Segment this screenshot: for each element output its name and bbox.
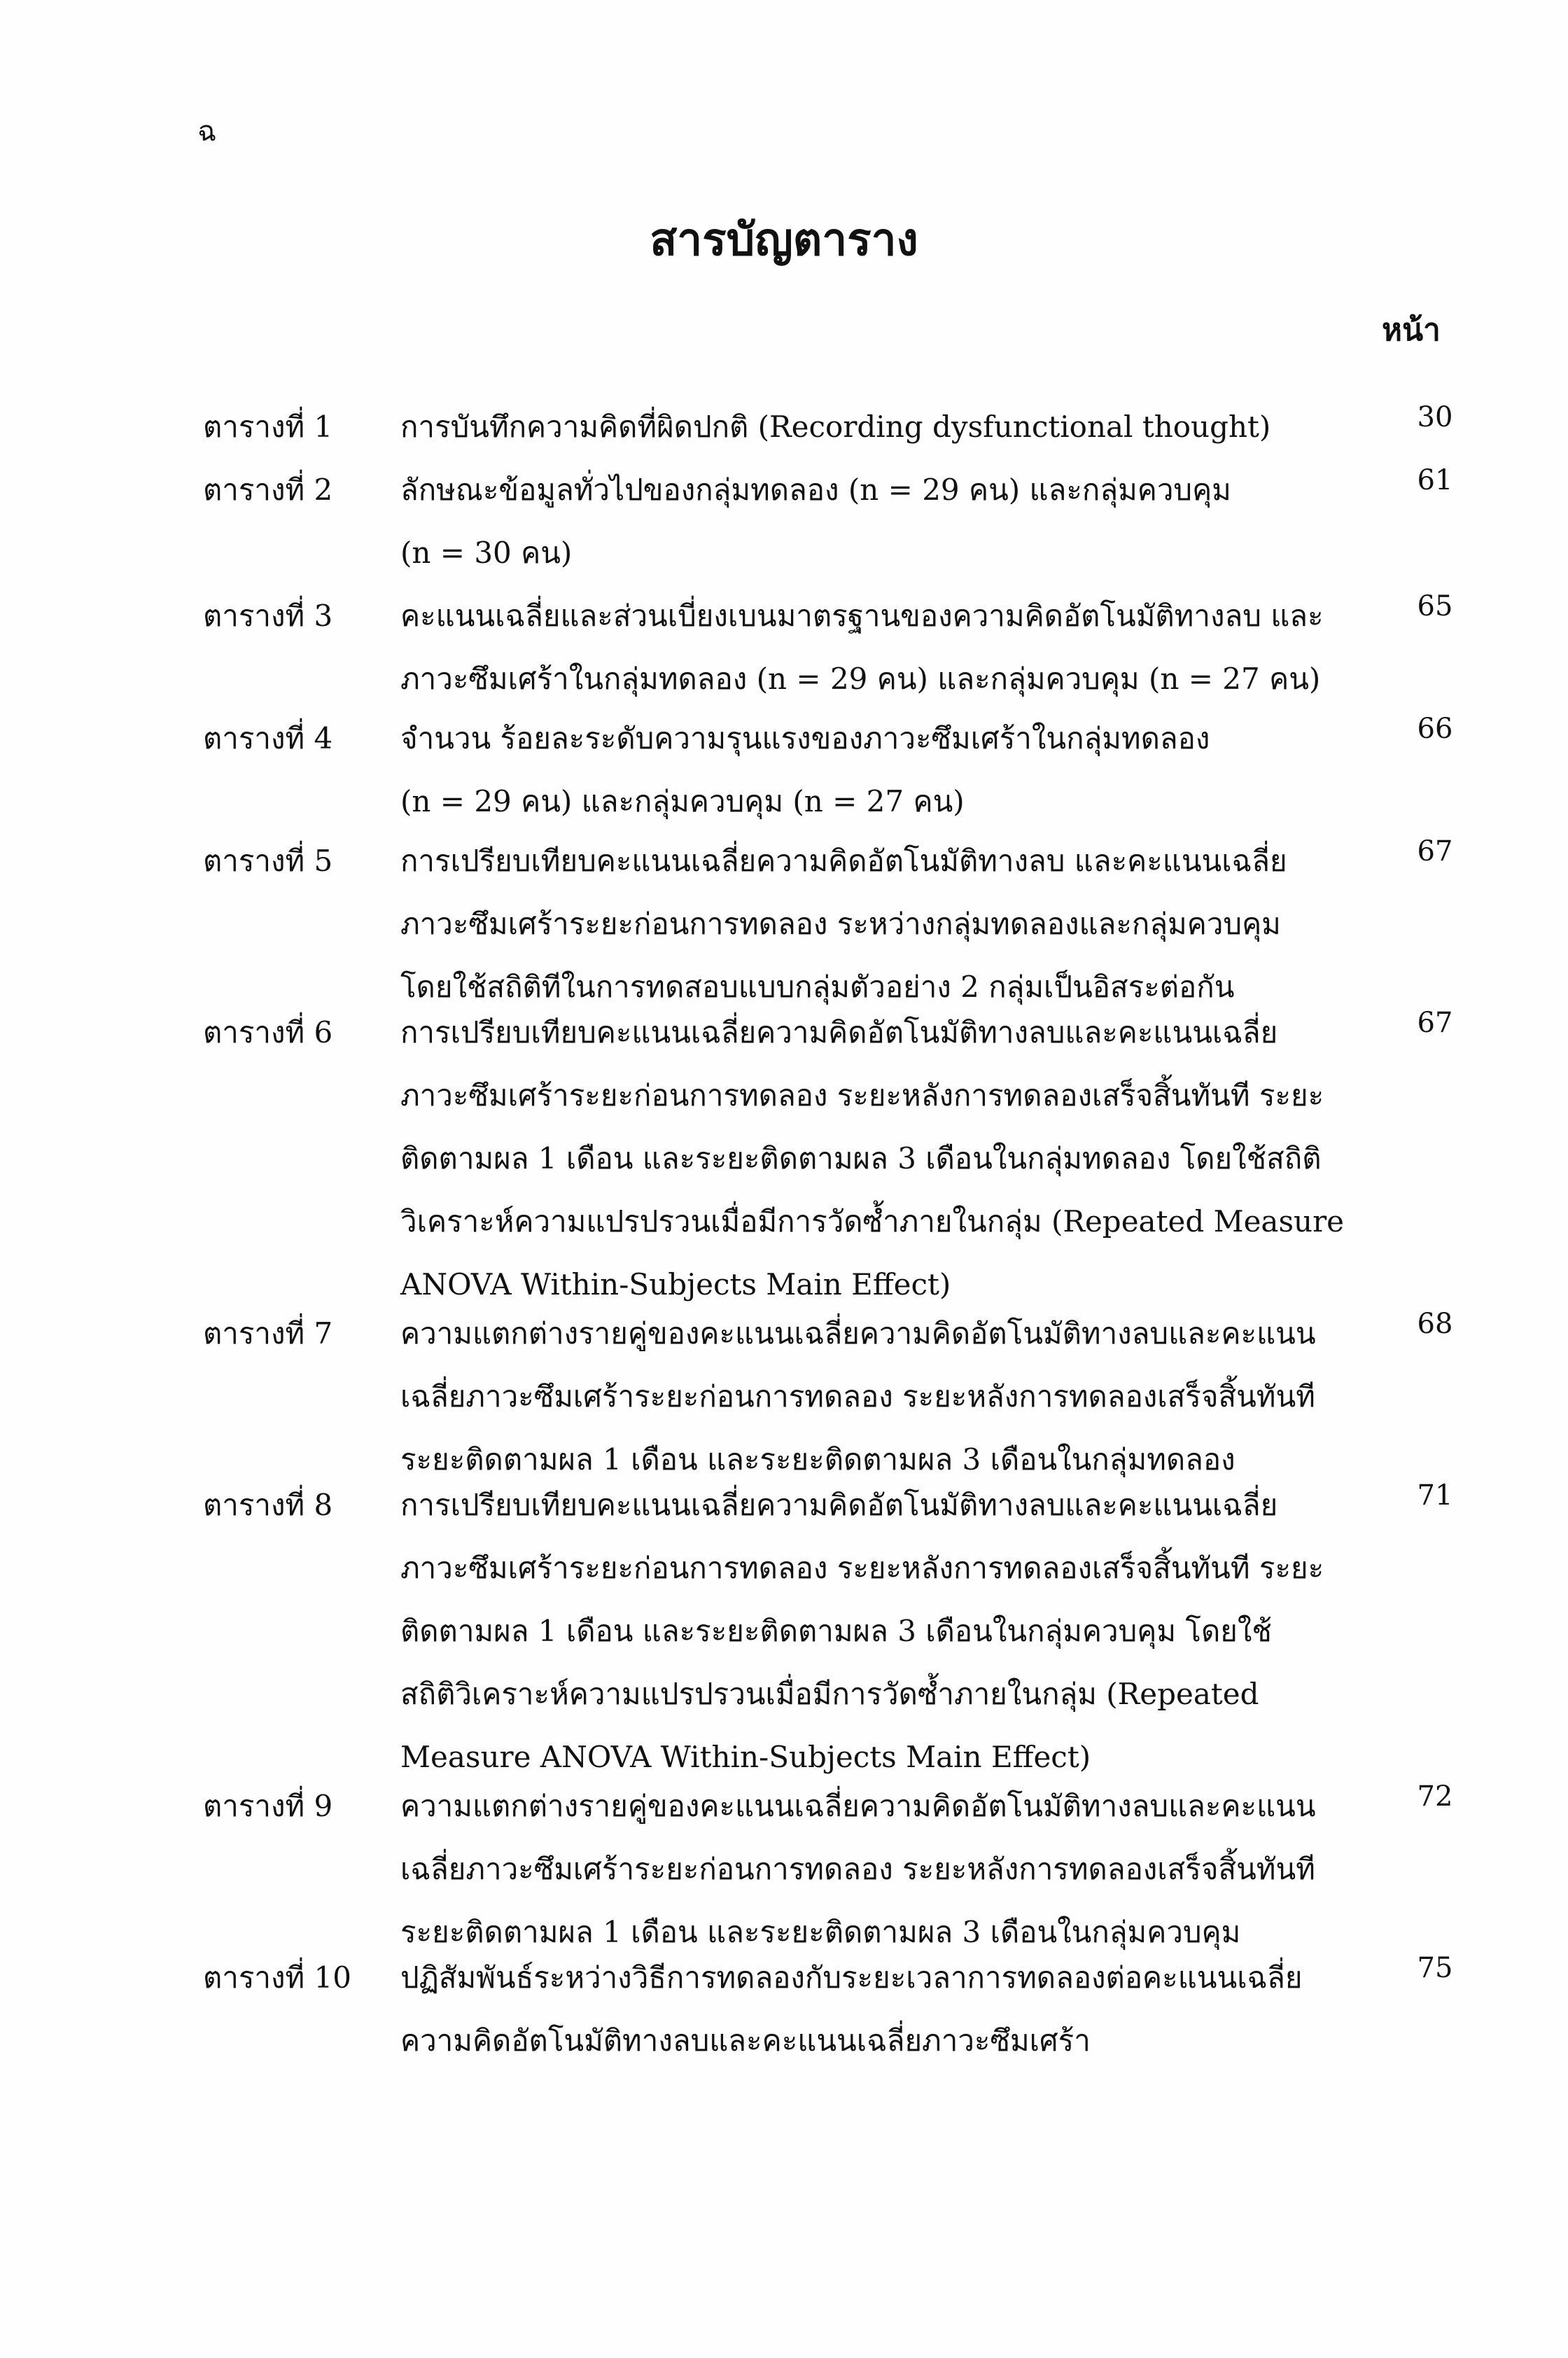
entry-label: ตารางที่ 7 (203, 1316, 333, 1351)
entry-page-number: 71 (1417, 1479, 1453, 1512)
entry-page-number: 75 (1417, 1952, 1453, 1984)
entry-description (400, 459, 1422, 585)
entry-line: คะแนนเฉลี่ยและส่วนเบี่ยงเบนมาตรฐานของความคิดอัตโนมัติทางลบ และ (400, 599, 1324, 633)
entry-page-number: 61 (1417, 464, 1453, 496)
entry-label: ตารางที่ 6 (203, 1015, 333, 1049)
entry-label: ตารางที่ 1 (203, 410, 333, 444)
entry-line: ระยะติดตามผล 1 เดือน และระยะติดตามผล 3 เดือนในกลุ่มควบคุม (400, 1915, 1241, 1949)
entry-line: ANOVA Within-Subjects Main Effect) (400, 1267, 951, 1302)
entry-line: จำนวน ร้อยละระดับความรุนแรงของภาวะซึมเศร้าในกลุ่มทดลอง (400, 721, 1210, 755)
entry-label: ตารางที่ 8 (203, 1488, 333, 1522)
entry-line: ลักษณะข้อมูลทั่วไปของกลุ่มทดลอง (n = 29 คน) และกลุ่มควบคุม (400, 473, 1231, 507)
entry-line: ติดตามผล 1 เดือน และระยะติดตามผล 3 เดือนในกลุ่มควบคุม โดยใช้ (400, 1614, 1272, 1648)
entry-description (400, 707, 1422, 833)
entry-description (400, 1302, 1422, 1491)
entry-page-number: 67 (1417, 835, 1453, 867)
entry-page-number: 67 (1417, 1007, 1453, 1039)
entry-page-number: 66 (1417, 713, 1453, 745)
entry-page-number: 72 (1417, 1780, 1453, 1813)
entry-line: โดยใช้สถิติทีในการทดสอบแบบกลุ่มตัวอย่าง 2 กลุ่มเป็นอิสระต่อกัน (400, 970, 1235, 1004)
entry-line: การเปรียบเทียบคะแนนเฉลี่ยความคิดอัตโนมัติทางลบและคะแนนเฉลี่ย (400, 1488, 1278, 1522)
entry-line: ติดตามผล 1 เดือน และระยะติดตามผล 3 เดือนในกลุ่มทดลอง โดยใช้สถิติ (400, 1141, 1322, 1175)
entry-line: Measure ANOVA Within-Subjects Main Effect) (400, 1740, 1091, 1774)
entry-line: วิเคราะห์ความแปรปรวนเมื่อมีการวัดซ้ำภายในกลุ่ม (Repeated Measure (400, 1204, 1344, 1239)
entry-description (400, 1946, 1422, 2072)
entry-label: ตารางที่ 9 (203, 1789, 333, 1823)
entry-line: ปฏิสัมพันธ์ระหว่างวิธีการทดลองกับระยะเวลาการทดลองต่อคะแนนเฉลี่ย (400, 1960, 1303, 1995)
page-column-header: หน้า (1382, 312, 1441, 348)
entry-line: ภาวะซึมเศร้าระยะก่อนการทดลอง ระหว่างกลุ่มทดลองและกลุ่มควบคุม (400, 907, 1281, 941)
entry-page-number: 30 (1417, 401, 1453, 433)
entry-line: สถิติวิเคราะห์ความแปรปรวนเมื่อมีการวัดซ้ำภายในกลุ่ม (Repeated (400, 1677, 1259, 1711)
entry-description (400, 830, 1422, 1019)
entry-description (400, 1775, 1422, 1964)
entry-line: การเปรียบเทียบคะแนนเฉลี่ยความคิดอัตโนมัติทางลบ และคะแนนเฉลี่ย (400, 844, 1287, 878)
entry-line: (n = 29 คน) และกลุ่มควบคุม (n = 27 คน) (400, 784, 965, 818)
entry-line: ความคิดอัตโนมัติทางลบและคะแนนเฉลี่ยภาวะซึมเศร้า (400, 2023, 1091, 2058)
entry-line: ภาวะซึมเศร้าระยะก่อนการทดลอง ระยะหลังการทดลองเสร็จสิ้นทันที ระยะ (400, 1078, 1324, 1112)
entry-label: ตารางที่ 4 (203, 721, 333, 755)
entry-label: ตารางที่ 3 (203, 599, 333, 633)
entry-line: (n = 30 คน) (400, 536, 573, 570)
entry-description (400, 1001, 1422, 1316)
entry-page-number: 68 (1417, 1308, 1453, 1340)
entry-page-number: 65 (1417, 590, 1453, 622)
entry-line: ภาวะซึมเศร้าระยะก่อนการทดลอง ระยะหลังการทดลองเสร็จสิ้นทันที ระยะ (400, 1551, 1324, 1585)
entry-line: ความแตกต่างรายคู่ของคะแนนเฉลี่ยความคิดอัตโนมัติทางลบและคะแนน (400, 1316, 1316, 1351)
entry-description (400, 585, 1422, 711)
entry-line: เฉลี่ยภาวะซึมเศร้าระยะก่อนการทดลอง ระยะหลังการทดลองเสร็จสิ้นทันที (400, 1379, 1315, 1414)
page-marker: ฉ (197, 116, 217, 148)
entry-line: ระยะติดตามผล 1 เดือน และระยะติดตามผล 3 เดือนในกลุ่มทดลอง (400, 1442, 1236, 1477)
entry-line: การเปรียบเทียบคะแนนเฉลี่ยความคิดอัตโนมัติทางลบและคะแนนเฉลี่ย (400, 1015, 1278, 1049)
entry-label: ตารางที่ 2 (203, 473, 333, 507)
entry-line: การบันทึกความคิดที่ผิดปกติ (Recording dysfunctional thought) (400, 410, 1271, 444)
page-title: สารบัญตาราง (650, 214, 918, 266)
entry-line: ความแตกต่างรายคู่ของคะแนนเฉลี่ยความคิดอัตโนมัติทางลบและคะแนน (400, 1789, 1316, 1823)
entry-label: ตารางที่ 5 (203, 844, 333, 878)
entry-label: ตารางที่ 10 (203, 1960, 351, 1995)
entry-line: ภาวะซึมเศร้าในกลุ่มทดลอง (n = 29 คน) และกลุ่มควบคุม (n = 27 คน) (400, 662, 1321, 696)
entry-description (400, 396, 1422, 459)
entry-description (400, 1474, 1422, 1789)
entry-line: เฉลี่ยภาวะซึมเศร้าระยะก่อนการทดลอง ระยะหลังการทดลองเสร็จสิ้นทันที (400, 1852, 1315, 1886)
